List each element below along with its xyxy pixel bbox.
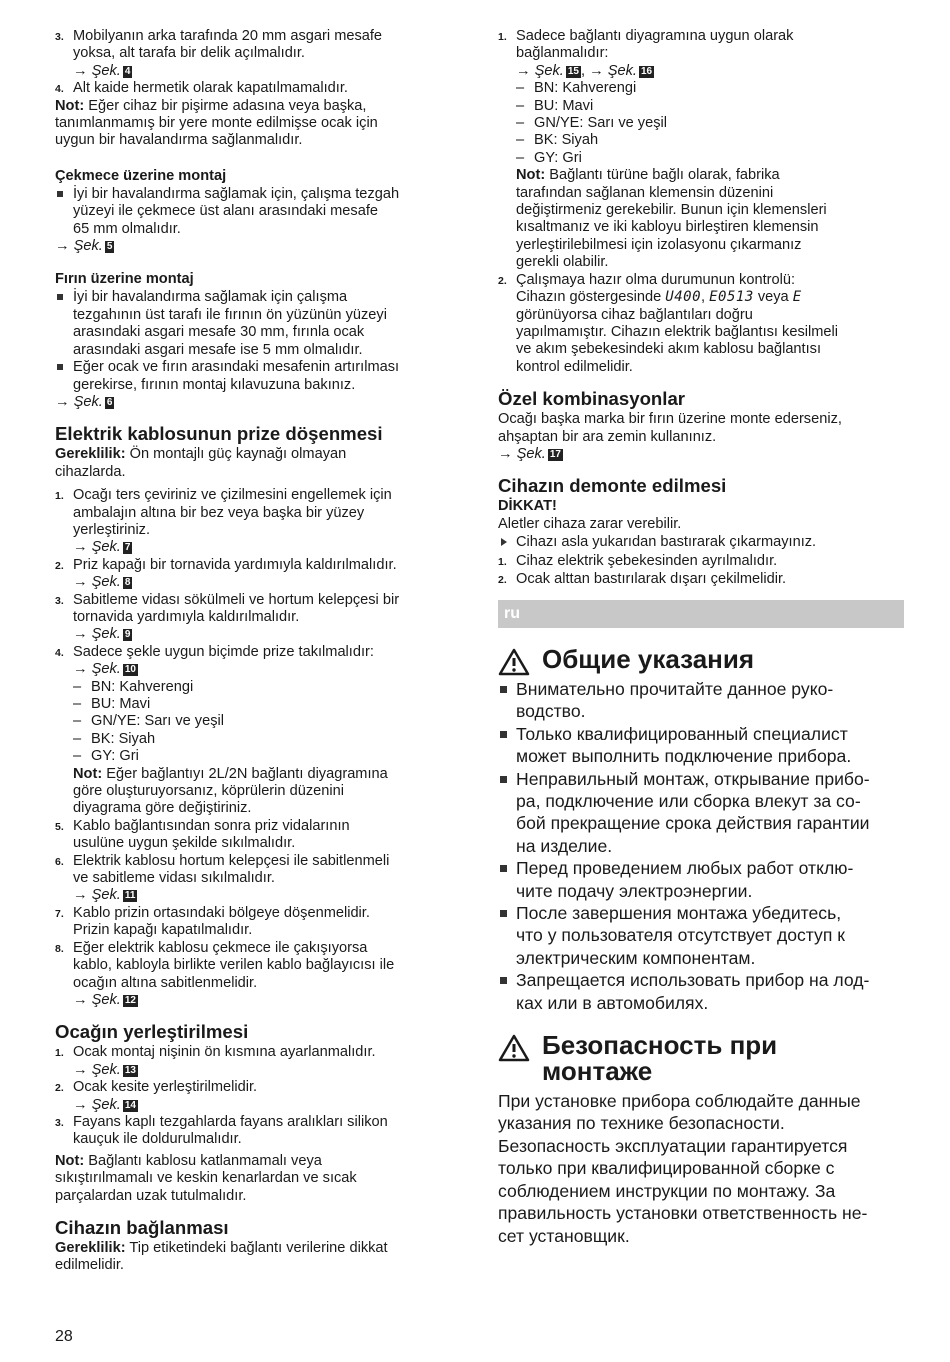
bullet-text-line: arasındaki asgari mesafe ise 5 mm olmalıdır. <box>73 341 363 358</box>
step-text-line: yerleştiriniz. <box>73 521 151 538</box>
step-number: 1. <box>55 490 64 503</box>
note-label: Gereklilik: <box>55 446 126 463</box>
reference-text: → Şek. <box>73 539 121 556</box>
figure-reference <box>55 626 463 643</box>
step-text-line: ocağın altına sabitlenmelidir. <box>73 974 258 991</box>
warning-triangle-icon <box>498 1034 530 1062</box>
note-text-line: tarafından sağlanan klemensin düzenini <box>516 184 774 201</box>
bullet-text-line: что у пользователя отсутствует доступ к <box>516 925 845 946</box>
bullet-text-line: İyi bir havalandırma sağlamak için çalışma <box>73 289 348 306</box>
step-number: 4. <box>55 83 64 96</box>
note-text-line: uygun bir havalandırma sağlanmalıdır. <box>55 132 303 149</box>
step-number: 8. <box>55 942 64 955</box>
step-text-line: Ocak montaj nişinin ön kısmına ayarlanmalıdır. <box>73 1044 376 1061</box>
step-number: 1. <box>498 31 507 43</box>
note-text-line: sıkıştırılmamalı ve keskin kenarlardan ve sıcak <box>55 1170 357 1187</box>
step-number: 4. <box>55 646 64 659</box>
bullet-marker <box>500 910 507 917</box>
bullet-text-line: arasındaki asgari mesafe 30 mm, fırınla ocak <box>73 324 365 341</box>
figure-reference <box>55 992 463 1009</box>
step-text-line: tornavida yardımıyla kaldırılmalıdır. <box>73 608 300 625</box>
numbered-step <box>55 940 463 992</box>
note <box>55 1240 463 1275</box>
step-number: 2. <box>55 559 64 572</box>
step-text-line: Kablo prizin ortasındaki bölgeye döşenmelidir. <box>73 904 370 921</box>
paragraph-line: Ocağı başka marka bir fırın üzerine monte ederseniz, <box>498 411 842 428</box>
step-number: 6. <box>55 855 64 868</box>
note-text-line: değiştirmeniz gerekebilir. Bunun için klemensleri <box>516 202 827 219</box>
note <box>498 167 904 271</box>
bullet-text-line: Только квалифицированный специалист <box>516 723 848 744</box>
numbered-step <box>55 80 463 97</box>
color-code-item: – GN/YE: Sarı ve yeşil <box>73 713 225 730</box>
figure-number-badge: 17 <box>549 448 561 460</box>
numbered-step <box>498 272 904 376</box>
note-text-line: cihazlarda. <box>55 463 126 480</box>
step-text-line: kablo, kabloyla birlikte verilen kablo bağlayıcısı ile <box>73 957 395 974</box>
display-code: E <box>792 289 802 306</box>
numbered-step <box>55 853 463 888</box>
section-heading: Çekmece üzerine montaj <box>55 167 227 184</box>
spacer <box>498 463 904 475</box>
step-text-line: Elektrik kablosu hortum kelepçesi ile sabitlenmeli <box>73 852 390 869</box>
figure-number-badge: 15 <box>567 65 579 77</box>
bullet-text-line: Неправильный монтаж, открывание прибо- <box>516 768 870 789</box>
bullet-marker <box>57 191 63 197</box>
step-number: 2. <box>55 1082 64 1095</box>
display-code: U400 <box>665 289 701 306</box>
note-text-line: kısaltmanız ve iki kabloyu birleştiren klemensin <box>516 219 819 236</box>
step-number: 3. <box>55 1116 64 1129</box>
color-code-item: – BN: Kahverengi <box>516 80 637 97</box>
action-item <box>498 534 904 551</box>
note <box>55 98 463 150</box>
title-line: Безопасность при <box>542 1030 778 1061</box>
bullet-item <box>55 359 463 394</box>
paragraph-line: сет установщик. <box>498 1225 630 1246</box>
bullet-marker <box>500 731 507 738</box>
numbered-step <box>55 487 463 539</box>
dash-marker: – <box>516 80 525 97</box>
figure-reference <box>55 238 463 255</box>
figure-number-badge: 14 <box>124 1099 136 1111</box>
reference-text: → Şek. <box>55 393 103 410</box>
numbered-step <box>55 557 463 574</box>
note-first-line: Not: Eğer cihaz bir pişirme adasına veya başka, <box>55 97 367 114</box>
note-first-line: Not: Bağlantı kablosu katlanmamalı veya <box>55 1152 322 1169</box>
step-text-line: Kablo bağlantısından sonra priz vidalarının <box>73 817 350 834</box>
note <box>55 1153 463 1205</box>
right-column <box>498 28 904 1247</box>
note-label: Not: <box>55 1152 85 1169</box>
step-number: 5. <box>55 820 64 833</box>
note-first-line: Gereklilik: Ön montajlı güç kaynağı olmayan <box>55 446 347 463</box>
step-text-line: Çalışmaya hazır olma durumunun kontrolü: <box>516 271 796 288</box>
bullet-text-line: ра, подключение или сборка влекут за со- <box>516 791 861 811</box>
numbered-step <box>498 571 904 588</box>
color-code-item: – BU: Mavi <box>73 696 151 712</box>
color-code-item: – GY: Gri <box>73 748 139 765</box>
note-first-line: Not: Bağlantı türüne bağlı olarak, fabrika <box>516 167 780 184</box>
bullet-item <box>498 723 904 768</box>
paragraph-line: только при квалифицированной сборке с <box>498 1158 835 1179</box>
bullet-text-line: может выполнить подключение прибора. <box>516 746 852 767</box>
step-text-line: Sadece bağlantı diyagramına uygun olarak <box>516 28 794 44</box>
step-text-line: usulüne uygun şekilde sıkılmalıdır. <box>73 835 296 852</box>
note-text-line: diyagrama göre değiştiriniz. <box>73 800 252 817</box>
step-number: 7. <box>55 907 64 920</box>
note-label: Gereklilik: <box>55 1239 126 1256</box>
figure-number-badge: 12 <box>124 994 136 1006</box>
reference-text: → Şek. <box>73 62 121 79</box>
step-text-line: Eğer elektrik kablosu çekmece ile çakışıyorsa <box>73 939 368 956</box>
numbered-step <box>55 1079 463 1096</box>
numbered-step <box>498 28 904 63</box>
bullet-text-line: После завершения монтажа убедитесь, <box>516 903 842 924</box>
step-number: 2. <box>498 274 507 287</box>
dash-marker: – <box>516 149 525 166</box>
section-title: Ocağın yerleştirilmesi <box>55 1021 249 1043</box>
reference-text: → Şek. <box>73 991 121 1008</box>
section-title <box>498 643 904 674</box>
note <box>55 766 463 818</box>
reference-text: → Şek. <box>73 887 121 904</box>
bullet-text-line: бой прекращение срока действия гарантии <box>516 813 870 834</box>
spacer <box>498 588 904 600</box>
section-title: Özel kombinasyonlar <box>498 388 686 410</box>
color-code-item: – GY: Gri <box>516 149 582 166</box>
numbered-step <box>55 818 463 853</box>
reference-text: → Şek. <box>55 238 103 255</box>
numbered-step <box>498 553 904 570</box>
figure-reference <box>55 574 463 591</box>
reference-text: → Şek. <box>73 574 121 591</box>
step-text-line: Cihaz elektrik şebekesinden ayrılmalıdır. <box>516 553 778 570</box>
color-code-item: – GN/YE: Sarı ve yeşil <box>516 115 668 132</box>
note-text-line: tanımlanmamış bir yere monte edilmişse ocak için <box>55 115 378 132</box>
step-text-line: Sadece şekle uygun biçimde prize takılmalıdır: <box>73 643 374 660</box>
step-text-line: Ocağı ters çeviriniz ve çizilmesini engellemek için <box>73 487 392 504</box>
title-line: Общие указания <box>542 643 755 674</box>
bullet-item <box>498 857 904 902</box>
step-text-line: Mobilyanın arka tarafında 20 mm asgari mesafe <box>73 28 383 44</box>
bullet-text-line: Внимательно прочитайте данное руко- <box>516 678 834 699</box>
dash-marker: – <box>73 730 82 747</box>
bullet-text-line: yüzeyi ile çekmece üst alanı arasındaki mesafe <box>73 203 378 220</box>
step-text-line: yoksa, alt tarafa bir delik açılmalıdır. <box>73 45 305 62</box>
bullet-marker <box>57 294 63 300</box>
step-number: 1. <box>55 1047 64 1060</box>
figure-number-badge: 8 <box>124 577 131 589</box>
note-text-line: parçalardan uzak tutulmalıdır. <box>55 1187 247 1204</box>
left-column <box>55 28 463 1275</box>
section-heading: Fırın üzerine montaj <box>55 271 194 288</box>
figure-number-badge: 4 <box>124 65 131 77</box>
caution-label: DİKKAT! <box>498 498 557 515</box>
figure-reference <box>55 1097 463 1114</box>
note-first-line: Not: Eğer bağlantıyı 2L/2N bağlantı diyagramına <box>73 765 388 782</box>
step-text-line: Ocak kesite yerleştirilmelidir. <box>73 1079 258 1096</box>
figure-reference <box>55 394 463 411</box>
triangle-marker <box>501 538 507 546</box>
note-label: Not: <box>516 167 546 184</box>
paragraph-line: соблюдением инструкции по монтажу. За <box>498 1180 836 1201</box>
figure-reference <box>55 887 463 904</box>
spacer <box>55 255 463 271</box>
bullet-text-line: водство. <box>516 701 586 722</box>
bullet-item <box>498 678 904 723</box>
bullet-text-line: чите подачу электроэнергии. <box>516 880 753 901</box>
spacer <box>498 376 904 388</box>
note-text-line: göre oluşturuyorsanız, köprülerin düzenini <box>73 783 344 800</box>
bullet-text-line: Eğer ocak ve fırın arasındaki mesafenin artırılması <box>73 359 400 376</box>
section-title: Cihazın demonte edilmesi <box>498 475 727 497</box>
bullet-text-line: ках или в автомобилях. <box>516 992 709 1013</box>
step-number: 3. <box>55 31 64 43</box>
note <box>55 446 463 481</box>
figure-number-badge: 7 <box>124 542 131 554</box>
step-text-line: Fayans kaplı tezgahlarda fayans aralıkları silikon <box>73 1113 388 1130</box>
spacer <box>55 1009 463 1021</box>
dash-marker: – <box>73 678 82 695</box>
warning-triangle-icon <box>498 648 530 676</box>
caution-text: Aletler cihaza zarar verebilir. <box>498 516 682 533</box>
numbered-step <box>55 28 463 63</box>
section-title: Elektrik kablosunun prize döşenmesi <box>55 423 383 445</box>
note-label: Not: <box>55 97 85 114</box>
bullet-item <box>55 289 463 359</box>
bullet-item <box>498 768 904 858</box>
figure-number-badge: 5 <box>106 241 113 253</box>
step-text-line: Priz kapağı bir tornavida yardımıyla kaldırılmalıdır. <box>73 556 397 573</box>
note-text-line: yerleştirilebilmesi için izolasyonu çıkarmanız <box>516 236 802 253</box>
numbered-step <box>55 1044 463 1061</box>
note-first-line: Gereklilik: Tip etiketindeki bağlantı verilerine dikkat <box>55 1239 388 1256</box>
figure-reference: → Şek. 15 , → Şek. 16 <box>516 62 653 79</box>
figure-reference <box>55 63 463 80</box>
bullet-marker <box>57 364 63 370</box>
figure-number-badge: 13 <box>124 1064 136 1076</box>
bullet-text-line: на изделие. <box>516 835 613 856</box>
color-code-item: – BK: Siyah <box>516 132 599 149</box>
note-text-line: edilmelidir. <box>55 1257 124 1274</box>
section-title <box>498 1030 904 1087</box>
bullet-text-line: Перед проведением любых работ отклю- <box>516 858 854 879</box>
step-text-line: ve sabitleme vidası sıkılmalıdır. <box>73 870 275 887</box>
bullet-text-line: 65 mm olmalıdır. <box>73 220 181 237</box>
paragraph-line: правильность установки ответственность не- <box>498 1203 868 1224</box>
display-code: E0513 <box>709 289 754 306</box>
bullet-item <box>55 186 463 238</box>
figure-number-badge: 6 <box>106 396 113 408</box>
step-number: 2. <box>498 573 507 586</box>
figure-reference <box>55 1062 463 1079</box>
bullet-text-line: tezgahının üst tarafı ile fırının ön yüzünün yüzeyi <box>73 306 387 323</box>
step-number: 1. <box>498 556 507 569</box>
step-number: 3. <box>55 594 64 607</box>
note-label: Not: <box>73 765 103 782</box>
step-text-line: Prizin kapağı kapatılmalıdır. <box>73 922 253 939</box>
spacer <box>55 150 463 168</box>
dash-marker: – <box>516 115 525 132</box>
dash-marker: – <box>73 696 82 712</box>
bullet-marker <box>500 977 507 984</box>
figure-number-badge: 10 <box>124 664 136 676</box>
paragraph-line: ahşaptan bir ara zemin kullanınız. <box>498 428 717 445</box>
numbered-step <box>55 644 463 661</box>
page-number: 28 <box>55 1328 73 1345</box>
bullet-text-line: Запрещается использовать прибор на лод- <box>516 970 870 991</box>
step-text-line: bağlanmalıdır: <box>516 45 609 62</box>
bullet-text-line: электрическим компонентам. <box>516 947 756 968</box>
spacer <box>55 411 463 423</box>
step-text-line: görünüyorsa cihaz bağlantıları doğru <box>516 306 753 323</box>
numbered-step <box>55 1114 463 1149</box>
step-text-line: Cihazın göstergesinde U400, E0513 veya E <box>516 289 802 306</box>
color-code-item: – BK: Siyah <box>73 730 156 747</box>
numbered-step <box>55 905 463 940</box>
step-text-line: ambalajın altına bir bez veya başka bir yüzey <box>73 504 365 521</box>
figure-number-badge: 16 <box>640 65 653 77</box>
reference-text: → Şek. <box>589 62 637 79</box>
language-bar: ru <box>498 600 904 628</box>
bullet-text-line: gerekirse, fırının montaj kılavuzuna bakınız. <box>73 376 356 393</box>
bullet-marker <box>500 686 507 693</box>
paragraph-line: Безопасность эксплуатации гарантируется <box>498 1135 848 1156</box>
figure-reference <box>498 446 904 463</box>
reference-text: → Şek. <box>73 1096 121 1113</box>
bullet-item <box>498 902 904 969</box>
reference-text: → Şek. <box>73 1061 121 1078</box>
figure-number-badge: 11 <box>124 890 136 902</box>
step-text-line: kauçuk ile doldurulmalıdır. <box>73 1131 242 1148</box>
step-text-line: Ocak alttan bastırılarak dışarı çekilmelidir. <box>516 570 787 587</box>
bullet-item <box>498 969 904 1014</box>
section-title: Cihazın bağlanması <box>55 1216 229 1238</box>
figure-reference <box>55 661 463 678</box>
step-text-line: Sabitleme vidası sökülmeli ve hortum kelepçesi bir <box>73 591 400 608</box>
note-text-line: gerekli olabilir. <box>516 254 609 271</box>
reference-text: → Şek. <box>73 626 121 643</box>
step-text-line: kontrol edilmelidir. <box>516 358 633 375</box>
action-text: Cihazı asla yukarıdan bastırarak çıkarmayınız. <box>516 533 817 550</box>
reference-text: → Şek. <box>498 445 546 462</box>
color-code-item: – BN: Kahverengi <box>73 678 194 695</box>
step-text-line: ve akım şebekesindeki akım kablosu bağlantısı <box>516 341 822 358</box>
figure-number-badge: 9 <box>124 629 131 641</box>
step-text-line: yapılmamıştır. Cihazın elektrik bağlantısı kesilmeli <box>516 323 838 340</box>
spacer <box>55 1205 463 1217</box>
title-line: монтаже <box>542 1056 653 1087</box>
dash-marker: – <box>516 97 525 114</box>
bullet-marker <box>500 776 507 783</box>
figure-reference <box>55 539 463 556</box>
color-code-item: – BU: Mavi <box>516 97 594 114</box>
paragraph-line: При установке прибора соблюдайте данные <box>498 1091 861 1112</box>
reference-text: → Şek. <box>516 62 564 79</box>
step-text-line: Alt kaide hermetik olarak kapatılmamalıdır. <box>73 80 348 97</box>
reference-text: → Şek. <box>73 661 121 678</box>
numbered-step <box>55 592 463 627</box>
bullet-text-line: İyi bir havalandırma sağlamak için, çalışma tezgah <box>73 185 400 202</box>
dash-marker: – <box>73 713 82 730</box>
paragraph-line: указания по технике безопасности. <box>498 1113 785 1134</box>
dash-marker: – <box>516 132 525 149</box>
dash-marker: – <box>73 748 82 765</box>
bullet-marker <box>500 865 507 872</box>
